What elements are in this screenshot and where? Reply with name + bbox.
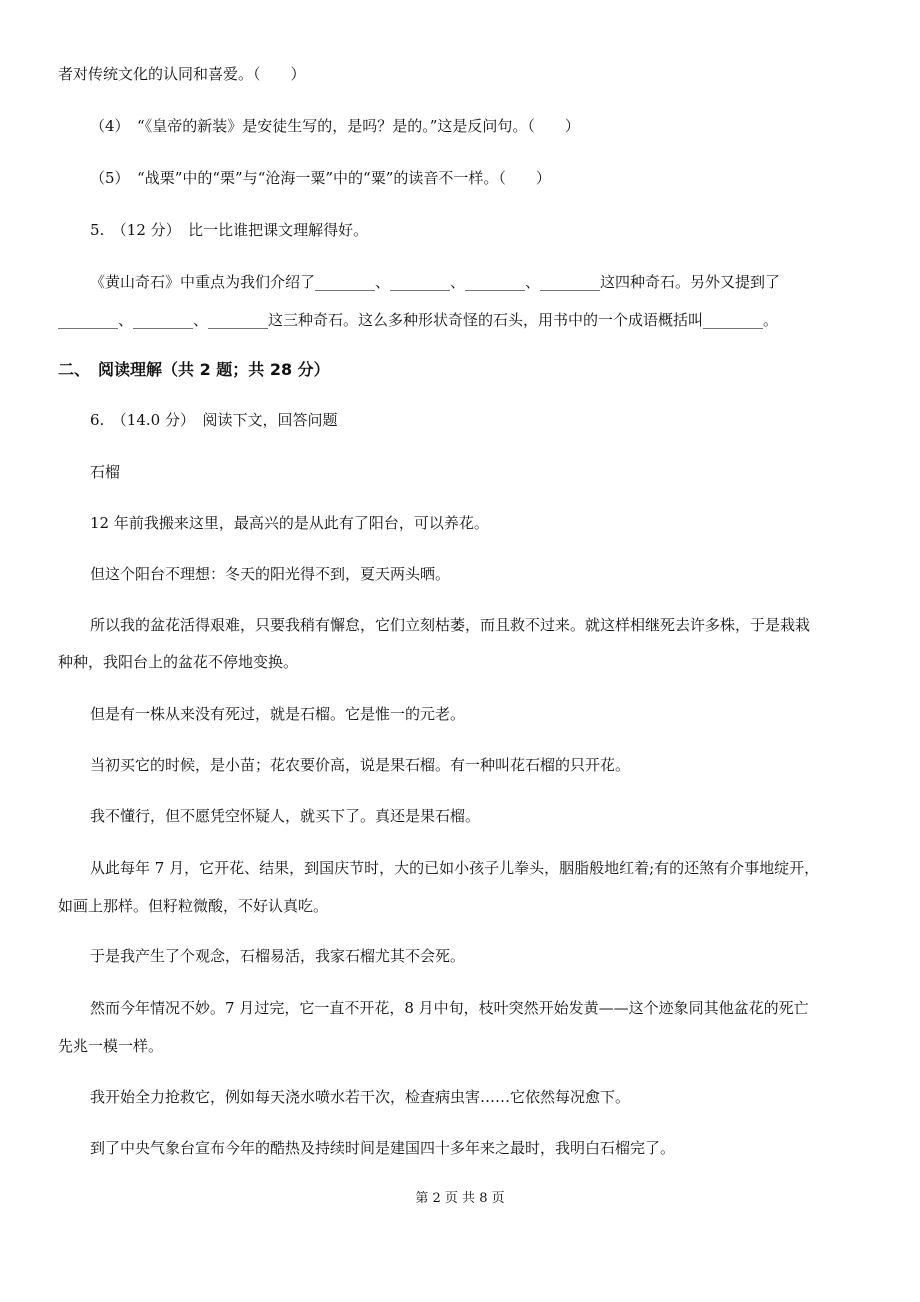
paragraph-line: 我开始全力抢救它，例如每天浇水喷水若干次，检查病虫害……它依然每况愈下。 [90,1088,631,1106]
paragraph-line: 我不懂行，但不愿凭空怀疑人，就买下了。真还是果石榴。 [90,807,481,825]
fill-blank-line: ________、________、________这三种奇石。这么多种形状奇怪的石头，用书中的一个成语概括叫________。 [58,311,779,329]
paragraph-line: 所以我的盆花活得艰难，只要我稍有懈怠，它们立刻枯萎，而且救不过来。就这样相继死去许多株，于是栽栽 [90,616,811,634]
question-5-heading: 5. （12 分） 比一比谁把课文理解得好。 [90,221,369,239]
text-line: 者对传统文化的认同和喜爱。（ ） [58,65,306,83]
paragraph-line: 种种，我阳台上的盆花不停地变换。 [58,653,299,671]
paragraph-line: 但是有一株从来没有死过，就是石榴。它是惟一的元老。 [90,705,466,723]
question-6-heading: 6. （14.0 分） 阅读下文，回答问题 [90,411,338,429]
paragraph-line: 到了中央气象台宣布今年的酷热及持续时间是建国四十多年来之最时，我明白石榴完了。 [90,1139,676,1157]
question-item-4: （4） “《皇帝的新装》是安徒生写的，是吗？是的。”这是反问句。（ ） [90,117,580,135]
section-heading: 二、 阅读理解（共 2 题；共 28 分） [58,360,330,379]
question-item-5: （5） “战栗”中的“栗”与“沧海一粟”中的“粟”的读音不一样。（ ） [90,169,551,187]
fill-blank-line: 《黄山奇石》中重点为我们介绍了________、________、________、________这四种奇石。另外又提到了 [90,273,781,291]
paragraph-line: 当初买它的时候，是小苗；花农要价高，说是果石榴。有一种叫花石榴的只开花。 [90,756,631,774]
paragraph-line: 但这个阳台不理想：冬天的阳光得不到，夏天两头晒。 [90,565,451,583]
paragraph-line: 先兆一模一样。 [58,1037,164,1055]
paragraph-line: 于是我产生了个观念，石榴易活，我家石榴尤其不会死。 [90,947,466,965]
paragraph-line: 12 年前我搬来这里，最高兴的是从此有了阳台，可以养花。 [90,514,489,532]
article-title: 石榴 [90,463,121,481]
page-footer: 第 2 页 共 8 页 [415,1191,505,1206]
paragraph-line: 从此每年 7 月，它开花、结果，到国庆节时，大的已如小孩子儿拳头，胭脂般地红着;有的还煞有介事地绽开， [90,859,820,877]
paragraph-line: 如画上那样。但籽粒微酸，不好认真吃。 [58,897,329,915]
paragraph-line: 然而今年情况不妙。7 月过完，它一直不开花，8 月中旬，枝叶突然开始发黄——这个迹象同其他盆花的死亡 [90,999,809,1017]
